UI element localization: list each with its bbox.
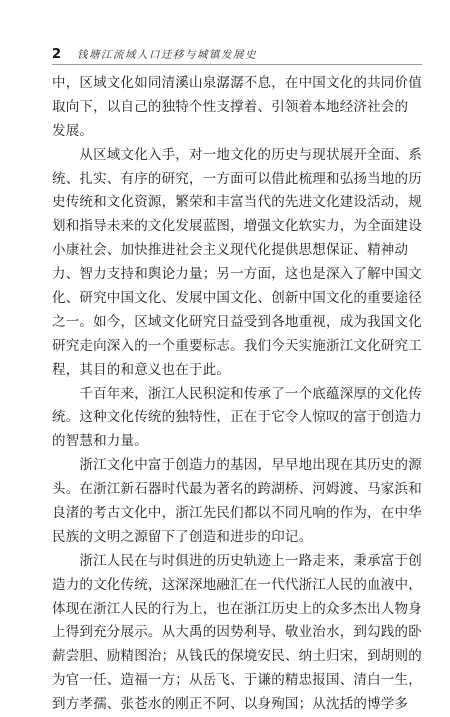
- text-line: 头。在浙江新石器时代最为著名的跨湖桥、河姆渡、马家浜和: [52, 481, 422, 498]
- text-line: 史传统和文化资源，繁荣和丰富当代的先进文化建设活动，规: [52, 194, 422, 211]
- text-line: 化、研究中国文化、发展中国文化、创新中国文化的重要途径: [52, 290, 422, 307]
- text-line: 千百年来，浙江人民积淀和传承了一个底蕴深厚的文化传: [52, 385, 422, 402]
- page-header: [52, 44, 422, 65]
- text-line: 薪尝胆、励精图治；从钱氏的保境安民、纳土归宋，到胡则的: [52, 648, 422, 665]
- text-line: 良渚的考古文化中，浙江先民们都以不同凡响的作为，在中华: [52, 505, 422, 522]
- text-line: 程，其目的和意义也在于此。: [52, 361, 231, 378]
- text-line: 从区域文化入手，对一地文化的历史与现状展开全面、系: [52, 146, 422, 163]
- body-text: [52, 72, 422, 717]
- text-line: 造力的文化传统，这深深地融汇在一代代浙江人民的血液中，: [52, 576, 422, 593]
- text-line: 为官一任、造福一方；从岳飞、于谦的精忠报国、清白一生，: [52, 672, 422, 689]
- page-number: 2: [52, 46, 62, 62]
- text-line: 到方孝孺、张苍水的刚正不阿、以身殉国；从沈括的博学多: [52, 696, 409, 713]
- text-line: 划和指导未来的文化发展蓝图，增强文化软实力，为全面建设: [52, 218, 422, 235]
- text-line: 统。这种文化传统的独特性，正在于它令人惊叹的富于创造力: [52, 409, 422, 426]
- text-line: 研究走向深入的一个重要标志。我们今天实施浙江文化研究工: [52, 337, 422, 354]
- text-line: 体现在浙江人民的行为上，也在浙江历史上的众多杰出人物身: [52, 600, 422, 617]
- text-line: 浙江文化中富于创造力的基因，早早地出现在其历史的源: [52, 457, 422, 474]
- text-line: 发展。: [52, 122, 94, 139]
- text-line: 民族的文明之源留下了创造和进步的印记。: [52, 528, 313, 545]
- running-title: 钱塘江流域人口迁移与城镇发展史: [77, 48, 258, 61]
- text-line: 中，区域文化如同清溪山泉潺潺不息，在中国文化的共同价值: [52, 75, 422, 91]
- text-line: 的智慧和力量。: [52, 433, 148, 450]
- text-line: 上得到充分展示。从大禹的因势利导、敬业治水，到勾践的卧: [52, 624, 422, 641]
- text-line: 力、智力支持和舆论力量；另一方面，这也是深入了解中国文: [52, 266, 422, 283]
- text-line: 小康社会、加快推进社会主义现代化提供思想保证、精神动: [52, 242, 409, 259]
- text-line: 统、扎实、有序的研究，一方面可以借此梳理和弘扬当地的历: [52, 170, 422, 187]
- text-line: 之一。如今，区域文化研究日益受到各地重视，成为我国文化: [52, 313, 422, 330]
- text-line: 取向下，以自己的独特个性支撑着、引领着本地经济社会的: [52, 98, 409, 115]
- text-line: 浙江人民在与时俱进的历史轨迹上一路走来，秉承富于创: [52, 552, 422, 569]
